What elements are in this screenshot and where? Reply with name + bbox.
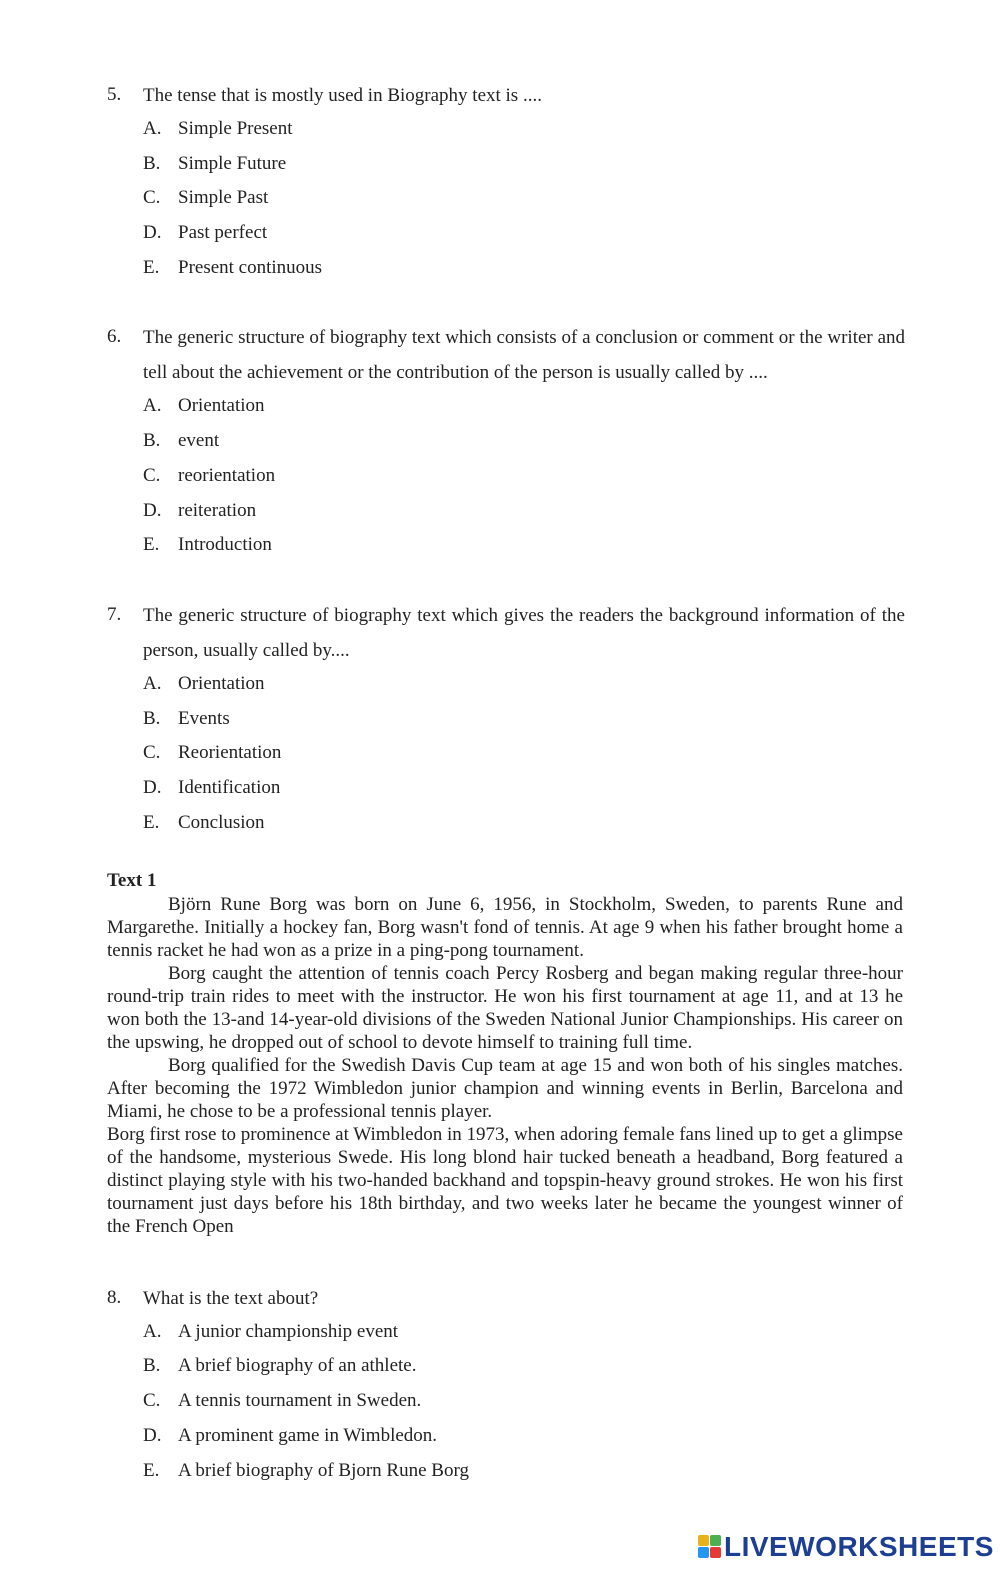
- option-c[interactable]: [143, 742, 281, 764]
- option-text: Conclusion: [178, 812, 265, 833]
- option-letter: C.: [143, 465, 161, 486]
- brand-name: LIVEWORKSHEETS: [724, 1531, 994, 1562]
- option-text: reiteration: [178, 500, 257, 521]
- option-a[interactable]: [143, 395, 265, 417]
- option-b[interactable]: [143, 1355, 416, 1377]
- option-text: event: [178, 430, 220, 451]
- option-a[interactable]: [143, 673, 265, 695]
- option-letter: A.: [143, 1321, 162, 1342]
- passage-paragraph: Borg first rose to prominence at Wimbledon in 1973, when adoring female fans lined up to get a glimpse of the handsome, mysterious Swede. His long blond hair tucked beneath a headband, Borg featured a distinct playing style with his two-handed backhand and topspin-heavy ground strokes. He won his first tournament just days before his 18th birthday, and two weeks later he became the youngest winner of the French Open: [107, 1124, 903, 1237]
- option-d[interactable]: [143, 777, 280, 799]
- liveworksheets-brand: [698, 1531, 994, 1563]
- option-letter: C.: [143, 187, 161, 208]
- option-text: Introduction: [178, 534, 272, 555]
- option-letter: D.: [143, 1425, 162, 1446]
- option-c[interactable]: [143, 187, 268, 209]
- option-letter: E.: [143, 1460, 160, 1481]
- option-text: Past perfect: [178, 222, 268, 243]
- option-letter: B.: [143, 153, 161, 174]
- option-b[interactable]: [143, 708, 230, 730]
- logo-tile: [710, 1535, 721, 1546]
- option-d[interactable]: [143, 222, 267, 244]
- option-c[interactable]: [143, 465, 275, 487]
- question-text: The generic structure of biography text which gives the readers the background information of the person, usually called by....: [143, 605, 905, 661]
- question-number: 7.: [107, 604, 122, 625]
- passage-title: Text 1: [107, 870, 157, 891]
- option-a[interactable]: [143, 1321, 398, 1343]
- option-c[interactable]: [143, 1390, 421, 1412]
- logo-tile: [710, 1547, 721, 1558]
- option-letter: B.: [143, 708, 161, 729]
- option-text: A brief biography of an athlete.: [178, 1355, 417, 1376]
- passage-paragraph: Björn Rune Borg was born on June 6, 1956, in Stockholm, Sweden, to parents Rune and Margarethe. Initially a hockey fan, Borg wasn't fond of tennis. At age 9 when his father brought home a tennis racket he had won as a prize in a ping-pong tournament.: [107, 894, 903, 961]
- option-text: Present continuous: [178, 257, 323, 278]
- option-letter: E.: [143, 257, 160, 278]
- option-b[interactable]: [143, 153, 286, 175]
- option-letter: A.: [143, 395, 162, 416]
- option-text: Simple Future: [178, 153, 287, 174]
- passage-paragraph: Borg caught the attention of tennis coach Percy Rosberg and began making regular three-hour round-trip train rides to meet with the instructor. He won his first tournament at age 11, and at 13 he won both the 13-and 14-year-old divisions of the Sweden National Junior Championships. His career on the upswing, he dropped out of school to devote himself to training full time.: [107, 963, 903, 1053]
- option-text: Events: [178, 708, 230, 729]
- option-letter: A.: [143, 118, 162, 139]
- option-text: A junior championship event: [178, 1321, 399, 1342]
- option-text: reorientation: [178, 465, 276, 486]
- option-text: A tennis tournament in Sweden.: [178, 1390, 422, 1411]
- option-text: Orientation: [178, 395, 265, 416]
- option-letter: D.: [143, 222, 162, 243]
- option-letter: B.: [143, 1355, 161, 1376]
- question-number: 8.: [107, 1287, 122, 1308]
- option-letter: D.: [143, 777, 162, 798]
- option-e[interactable]: [143, 257, 322, 279]
- option-text: Simple Past: [178, 187, 269, 208]
- option-letter: A.: [143, 673, 162, 694]
- option-letter: D.: [143, 500, 162, 521]
- option-text: A brief biography of Bjorn Rune Borg: [178, 1460, 469, 1481]
- question-text: The tense that is mostly used in Biography text is ....: [143, 85, 542, 106]
- option-letter: C.: [143, 1390, 161, 1411]
- option-letter: E.: [143, 812, 160, 833]
- option-e[interactable]: [143, 534, 272, 556]
- question-text: What is the text about?: [143, 1288, 319, 1309]
- logo-tile: [698, 1547, 709, 1558]
- option-d[interactable]: [143, 500, 256, 522]
- option-text: Simple Present: [178, 118, 293, 139]
- option-letter: B.: [143, 430, 161, 451]
- question-text: The generic structure of biography text which consists of a conclusion or comment or the writer and tell about the achievement or the contribution of the person is usually called by ....: [143, 327, 905, 383]
- option-text: Reorientation: [178, 742, 282, 763]
- option-e[interactable]: [143, 812, 265, 834]
- option-text: Identification: [178, 777, 281, 798]
- option-letter: C.: [143, 742, 161, 763]
- option-letter: E.: [143, 534, 160, 555]
- option-a[interactable]: [143, 118, 293, 140]
- passage-paragraph: Borg qualified for the Swedish Davis Cup team at age 15 and won both of his singles matches. After becoming the 1972 Wimbledon junior champion and winning events in Berlin, Barcelona and Miami, he chose to be a professional tennis player.: [107, 1055, 903, 1122]
- question-number: 6.: [107, 326, 122, 347]
- option-text: Orientation: [178, 673, 265, 694]
- logo-tile: [698, 1535, 709, 1546]
- option-text: A prominent game in Wimbledon.: [178, 1425, 438, 1446]
- reading-passage: [107, 893, 903, 1238]
- liveworksheets-logo-icon: [698, 1535, 721, 1559]
- question-number: 5.: [107, 84, 122, 105]
- option-d[interactable]: [143, 1425, 437, 1447]
- option-e[interactable]: [143, 1460, 469, 1482]
- option-b[interactable]: [143, 430, 219, 452]
